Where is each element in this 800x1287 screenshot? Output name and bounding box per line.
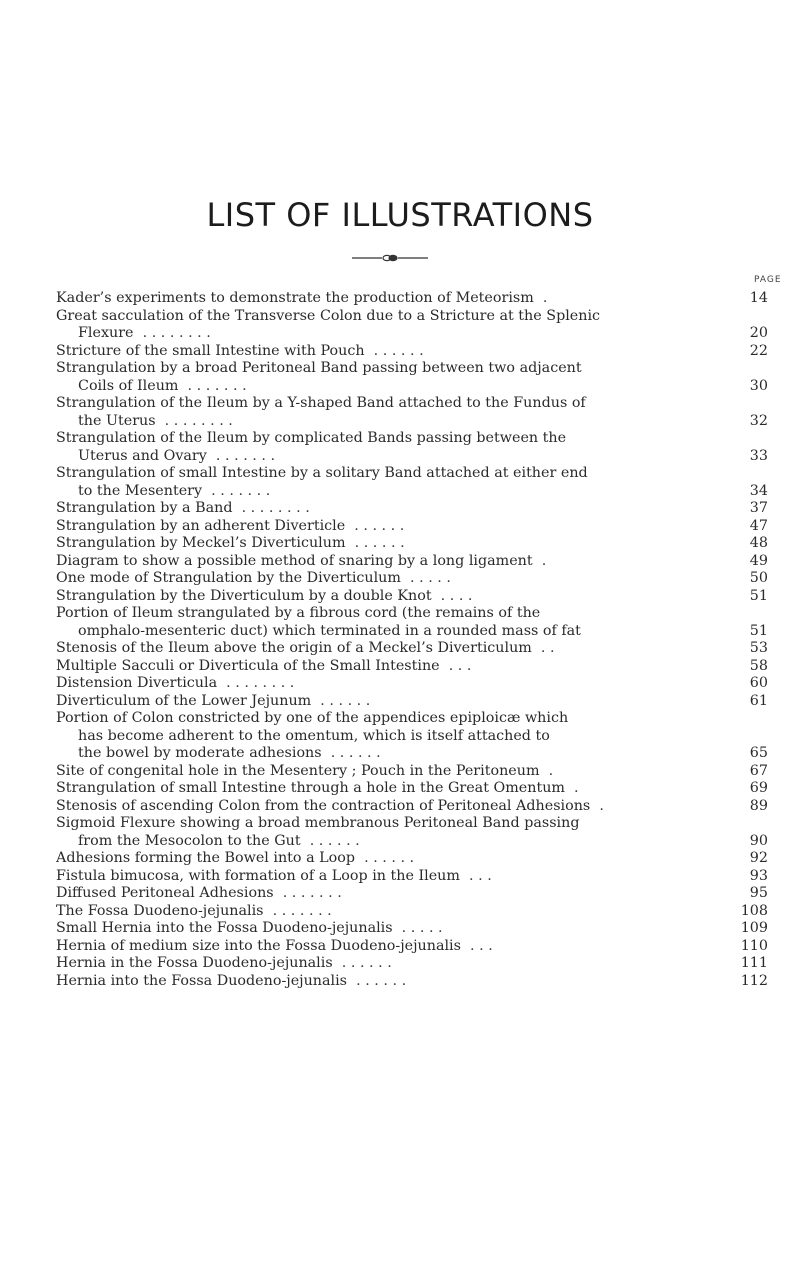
entry-title-text: Portion of Ileum strangulated by a fibrous cord (the remains of the xyxy=(56,605,541,621)
entry-title xyxy=(56,693,738,711)
dot-leader: . . . . . xyxy=(392,920,443,936)
entry-title xyxy=(56,798,738,816)
entry-title xyxy=(56,763,738,781)
entry-title xyxy=(56,658,738,676)
list-item xyxy=(56,553,768,571)
list-item xyxy=(56,290,768,308)
list-item xyxy=(56,465,768,500)
entry-title-line xyxy=(56,448,738,466)
page-number: 37 xyxy=(749,500,768,516)
entry-title-text: Coils of Ileum xyxy=(78,377,179,394)
entry-title-text: The Fossa Duodeno-jejunalis xyxy=(56,902,264,919)
entry-title-text: Kader’s experiments to demonstrate the production of Meteorism xyxy=(56,290,534,306)
dot-leader: . . . xyxy=(460,937,493,954)
page-number: 20 xyxy=(749,325,768,341)
dot-leader: . . . . xyxy=(431,587,473,604)
entry-title-line xyxy=(56,430,738,448)
list-item xyxy=(56,868,768,886)
entry-title-line xyxy=(56,395,738,413)
list-item xyxy=(56,973,768,991)
entry-title-text: Portion of Colon constricted by one of the appendices epiploicæ which xyxy=(56,710,569,726)
page-number: 34 xyxy=(749,482,768,499)
dot-leader: . . . xyxy=(459,867,492,884)
entry-title-line xyxy=(56,518,738,536)
entry-title-text: the Uterus xyxy=(78,412,156,429)
page-number: 65 xyxy=(749,745,768,761)
entry-title xyxy=(56,920,738,938)
page-number: 60 xyxy=(749,675,768,691)
dot-leader: . . . . . . . xyxy=(273,885,342,901)
list-item xyxy=(56,395,768,430)
entry-title-text: Hernia of medium size into the Fossa Duodeno-jejunalis xyxy=(56,937,461,954)
entry-title-line xyxy=(56,693,738,711)
entry-title-line xyxy=(56,605,738,623)
page-number: 51 xyxy=(749,622,768,639)
entry-title-line xyxy=(56,728,738,746)
entry-title xyxy=(56,553,738,571)
entry-title-line xyxy=(56,973,738,991)
entry-title-text: Diverticulum of the Lower Jejunum xyxy=(56,692,312,709)
entry-title-text: Strangulation by a broad Peritoneal Band passing between two adjacent xyxy=(56,360,582,376)
entry-title xyxy=(56,360,738,395)
page-number: 67 xyxy=(749,762,768,779)
entry-title xyxy=(56,308,738,343)
entry-title-line xyxy=(56,378,738,396)
entry-title xyxy=(56,605,738,640)
list-item xyxy=(56,518,768,536)
list-item xyxy=(56,535,768,553)
entry-title-text: Strangulation by a Band xyxy=(56,500,233,516)
entry-title-line xyxy=(56,360,738,378)
entry-title xyxy=(56,465,738,500)
entry-title-line xyxy=(56,815,738,833)
page-number: 51 xyxy=(749,587,768,604)
entry-title-text: Fistula bimucosa, with formation of a Loop in the Ileum xyxy=(56,867,460,884)
list-item xyxy=(56,780,768,798)
dot-leader: . . . . . . xyxy=(300,832,360,849)
page-number: 14 xyxy=(749,290,768,306)
entry-title-text: Strangulation of the Ileum by a Y-shaped Band attached to the Fundus of xyxy=(56,395,586,411)
list-item xyxy=(56,920,768,938)
entry-title-line xyxy=(56,938,738,956)
entry-title-line xyxy=(56,640,738,658)
dot-leader: . xyxy=(590,797,604,814)
entry-title-text: the bowel by moderate adhesions xyxy=(78,745,322,761)
entry-title-line xyxy=(56,465,738,483)
page-number: 48 xyxy=(749,535,768,551)
dot-leader: . xyxy=(533,290,548,306)
entry-title xyxy=(56,868,738,886)
dot-leader: . . xyxy=(531,640,555,656)
entry-title-line xyxy=(56,710,738,728)
page-number: 111 xyxy=(740,955,768,971)
entry-title-line xyxy=(56,325,738,343)
entry-title-text: Site of congenital hole in the Mesentery ; Pouch in the Peritoneum xyxy=(56,762,540,779)
entry-title-text: Strangulation by an adherent Diverticle xyxy=(56,517,346,534)
entry-title-line xyxy=(56,413,738,431)
entry-title-text: Small Hernia into the Fossa Duodeno-jejunalis xyxy=(56,920,393,936)
entry-title-line xyxy=(56,763,738,781)
page-number: 108 xyxy=(740,902,768,919)
entry-title xyxy=(56,780,738,798)
entry-title xyxy=(56,395,738,430)
page-number: 69 xyxy=(749,780,768,796)
page-number: 89 xyxy=(749,797,768,814)
entry-title-text: has become adherent to the omentum, which is itself attached to xyxy=(78,727,550,744)
entry-title-text: Sigmoid Flexure showing a broad membranous Peritoneal Band passing xyxy=(56,815,580,831)
page-number: 22 xyxy=(749,342,768,359)
entry-title xyxy=(56,640,738,658)
entry-title-text: Multiple Sacculi or Diverticula of the Small Intestine xyxy=(56,657,440,674)
page-number: 30 xyxy=(749,377,768,394)
list-item xyxy=(56,885,768,903)
page-number: 112 xyxy=(740,972,768,989)
entry-title xyxy=(56,518,738,536)
entry-title xyxy=(56,588,738,606)
entry-title xyxy=(56,675,738,693)
dot-leader: . . . xyxy=(439,657,472,674)
entry-title-text: Distension Diverticula xyxy=(56,675,218,691)
entry-title-text: from the Mesocolon to the Gut xyxy=(78,832,301,849)
dot-leader: . . . . . xyxy=(400,570,451,586)
list-item xyxy=(56,763,768,781)
dot-leader: . . . . . . . xyxy=(206,447,276,464)
list-item xyxy=(56,710,768,763)
entry-title-line xyxy=(56,500,738,518)
page-number: 92 xyxy=(749,850,768,866)
list-item xyxy=(56,360,768,395)
entry-title-text: Strangulation by Meckel’s Diverticulum xyxy=(56,535,346,551)
list-item xyxy=(56,938,768,956)
dot-leader: . . . . . . . . xyxy=(155,412,233,429)
dot-leader: . . . . . . . xyxy=(178,377,247,394)
entry-title xyxy=(56,290,738,308)
dot-leader: . . . . . . . xyxy=(202,482,271,499)
list-item xyxy=(56,343,768,361)
entry-title-line xyxy=(56,903,738,921)
page-number: 53 xyxy=(749,640,768,656)
entry-title-text: omphalo-mesenteric duct) which terminated in a rounded mass of fat xyxy=(78,622,581,639)
entry-title-line xyxy=(56,885,738,903)
entry-title xyxy=(56,535,738,553)
page-number: 32 xyxy=(749,412,768,429)
entry-title-line xyxy=(56,553,738,571)
entry-title-line xyxy=(56,658,738,676)
entry-title-line xyxy=(56,588,738,606)
list-item xyxy=(56,430,768,465)
entry-title xyxy=(56,430,738,465)
list-item xyxy=(56,640,768,658)
page-number: 61 xyxy=(749,692,768,709)
entry-title-line xyxy=(56,343,738,361)
entry-title-line xyxy=(56,833,738,851)
dot-leader: . . . . . . . . xyxy=(217,675,295,691)
entry-title-line xyxy=(56,623,738,641)
list-item xyxy=(56,903,768,921)
list-item xyxy=(56,588,768,606)
entry-title-line xyxy=(56,745,738,763)
entry-title-text: Diffused Peritoneal Adhesions xyxy=(56,885,274,901)
dot-leader: . . . . . . xyxy=(332,955,392,971)
entry-title xyxy=(56,343,738,361)
list-item xyxy=(56,605,768,640)
ornament-rule xyxy=(352,254,428,262)
entry-title xyxy=(56,903,738,921)
entry-title-text: Diagram to show a possible method of snaring by a long ligament xyxy=(56,552,533,569)
dot-leader: . . . . . . xyxy=(345,535,405,551)
page-number: 110 xyxy=(740,937,768,954)
page-number: 58 xyxy=(749,657,768,674)
dot-leader: . . . . . . xyxy=(347,972,407,989)
entry-title-text: Great sacculation of the Transverse Colon due to a Stricture at the Splenic xyxy=(56,307,601,324)
entry-title-text: Uterus and Ovary xyxy=(78,447,207,464)
entry-title-line xyxy=(56,868,738,886)
page-heading: LIST OF ILLUSTRATIONS xyxy=(206,196,594,234)
entry-title-text: Strangulation by the Diverticulum by a double Knot xyxy=(56,587,432,604)
entry-title-line xyxy=(56,483,738,501)
illustrations-list xyxy=(56,290,768,990)
entry-title xyxy=(56,938,738,956)
list-item xyxy=(56,693,768,711)
list-item xyxy=(56,815,768,850)
dot-leader: . . . . . . xyxy=(345,517,405,534)
entry-title-line xyxy=(56,570,738,588)
entry-title-text: to the Mesentery xyxy=(78,482,203,499)
entry-title-text: Strangulation of small Intestine through a hole in the Great Omentum xyxy=(56,780,565,796)
page-number: 49 xyxy=(749,552,768,569)
entry-title-line xyxy=(56,780,738,798)
entry-title xyxy=(56,850,738,868)
entry-title-text: Stricture of the small Intestine with Pouch xyxy=(56,342,365,359)
entry-title-text: Stenosis of the Ileum above the origin of a Meckel’s Diverticulum xyxy=(56,640,532,656)
entry-title xyxy=(56,973,738,991)
dot-leader: . . . . . . . xyxy=(263,902,332,919)
list-item xyxy=(56,500,768,518)
dot-leader: . . . . . . xyxy=(355,850,415,866)
entry-title-line xyxy=(56,290,738,308)
dot-leader: . . . . . . xyxy=(311,692,371,709)
dot-leader: . . . . . . xyxy=(364,342,424,359)
entry-title xyxy=(56,570,738,588)
entry-title-line xyxy=(56,955,738,973)
list-item xyxy=(56,658,768,676)
dot-leader: . xyxy=(539,762,554,779)
dot-leader: . xyxy=(532,552,547,569)
entry-title-line xyxy=(56,850,738,868)
entry-title xyxy=(56,500,738,518)
entry-title xyxy=(56,710,738,763)
dot-leader: . . . . . . xyxy=(321,745,381,761)
list-item xyxy=(56,955,768,973)
entry-title-line xyxy=(56,798,738,816)
entry-title-line xyxy=(56,535,738,553)
entry-title-line xyxy=(56,920,738,938)
entry-title-text: Adhesions forming the Bowel into a Loop xyxy=(56,850,356,866)
list-item xyxy=(56,850,768,868)
entry-title-line xyxy=(56,308,738,326)
list-item xyxy=(56,308,768,343)
entry-title-text: Strangulation of the Ileum by complicated Bands passing between the xyxy=(56,430,567,446)
entry-title-text: Strangulation of small Intestine by a solitary Band attached at either end xyxy=(56,465,588,481)
dot-leader: . . . . . . . . xyxy=(232,500,310,516)
page-number: 93 xyxy=(749,867,768,884)
list-item xyxy=(56,570,768,588)
page-number: 90 xyxy=(749,832,768,849)
entry-title xyxy=(56,815,738,850)
entry-title xyxy=(56,955,738,973)
page-number: 109 xyxy=(740,920,768,936)
list-item xyxy=(56,798,768,816)
list-item xyxy=(56,675,768,693)
entry-title xyxy=(56,885,738,903)
page-number: 50 xyxy=(749,570,768,586)
entry-title-text: Hernia into the Fossa Duodeno-jejunalis xyxy=(56,972,348,989)
page-number: 95 xyxy=(749,885,768,901)
entry-title-text: Flexure xyxy=(78,325,134,341)
page-number: 33 xyxy=(749,447,768,464)
dot-leader: . . . . . . . . xyxy=(133,325,211,341)
entry-title-text: One mode of Strangulation by the Diverticulum xyxy=(56,570,401,586)
page-number: 47 xyxy=(749,517,768,534)
page-column-label: PAGE xyxy=(754,275,782,285)
dot-leader: . xyxy=(564,780,579,796)
entry-title-text: Hernia in the Fossa Duodeno-jejunalis xyxy=(56,955,333,971)
entry-title-text: Stenosis of ascending Colon from the contraction of Peritoneal Adhesions xyxy=(56,797,591,814)
entry-title-line xyxy=(56,675,738,693)
